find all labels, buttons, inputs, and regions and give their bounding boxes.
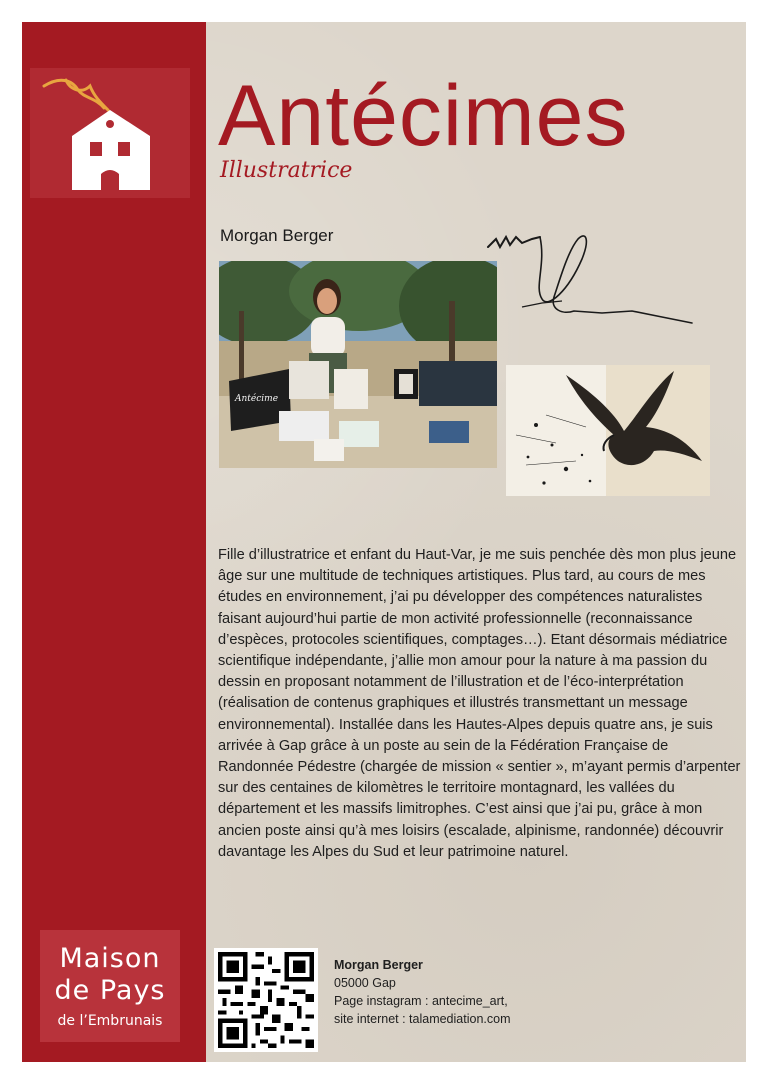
bird-ink-illustration-icon <box>506 365 710 496</box>
qr-code[interactable] <box>214 948 318 1052</box>
subtitle: Illustratrice <box>220 158 353 183</box>
house-tag-icon <box>30 68 190 198</box>
brand-line-3: de l’Embrunais <box>57 1013 163 1029</box>
person-name: Morgan Berger <box>220 226 334 245</box>
maison-de-pays-logo <box>40 930 180 1042</box>
stand-sign-text: Antécime <box>235 394 279 404</box>
signature-scribble-icon <box>482 225 694 325</box>
house-tag-logo <box>30 68 190 198</box>
contact-website[interactable]: site internet : talamediation.com <box>334 1012 511 1026</box>
biography-text: Fille d’illustratrice et enfant du Haut-Var, je me suis penchée dès mon plus jeune âge sur une multitude de techniques artistiques. Plus tard, au cours de mes études en environnement, j’ai pu développer des compétences naturalistes faisant aujourd’hui partie de mon activité professionnelle (reconnaissance d’espèces, protocoles scientifiques, comptages…). Etant désormais médiatrice scientifique indépendante, j’allie mon amour pour la nature à ma passion du dessin en proposant notamment de l’illustration et de l’éco-interprétation (réalisation de contenus graphiques et illustrés transmettant un message environnemental). Installée dans les Hautes-Alpes depuis quatre ans, je suis arrivée à Gap grâce à un poste au sein de la Fédération Française de Randonnée Pédestre (chargée de mission « sentier », m’ayant permis d’arpenter sur des centaines de kilomètres le territoire montagnard, les vallées du département et les massifs limitrophes. C’est ainsi que j’ai pu, grâce à mon ancien poste ainsi qu’à mes loisirs (escalade, alpinisme, randonnée) découvrir davantage les Alpes du Sud et leur patrimoine naturel. <box>218 547 741 860</box>
photo-market-stand-icon <box>219 261 497 468</box>
page-title: Antécimes <box>218 68 629 164</box>
brand-line-1: Maison <box>59 943 161 974</box>
contact-block <box>334 956 510 1028</box>
contact-city: 05000 Gap <box>334 976 396 990</box>
contact-name: Morgan Berger <box>334 958 423 972</box>
contact-instagram[interactable]: Page instagram : antecime_art, <box>334 994 508 1008</box>
brand-line-2: de Pays <box>54 975 166 1006</box>
